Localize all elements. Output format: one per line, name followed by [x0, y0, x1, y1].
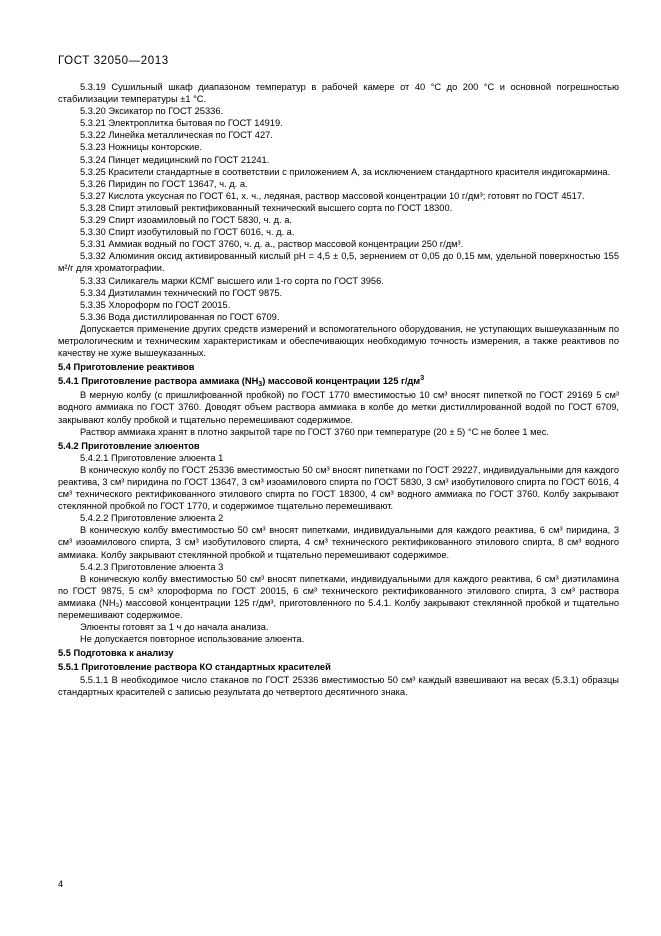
paragraph-p-5-3-30: 5.3.30 Спирт изобутиловый по ГОСТ 6016, ч. д. а. [80, 227, 295, 238]
paragraph-p-5-4-2-1: 5.4.2.1 Приготовление элюента 1 [80, 452, 224, 463]
paragraph-h-5-4-2: 5.4.2 Приготовление элюентов [58, 440, 200, 451]
paragraph-p-5-3-27: 5.3.27 Кислота уксусная по ГОСТ 61, х. ч., ледяная, раствор массовой концентрации 10 г/дм³; готовят по ГОСТ 4517. [80, 190, 585, 201]
page-number: 4 [58, 879, 64, 889]
document-body [58, 81, 619, 698]
paragraph-p-5-3-31: 5.3.31 Аммиак водный по ГОСТ 3760, ч. д. а., раствор массовой концентрации 250 г/дм³. [80, 239, 464, 250]
document-standard-number: ГОСТ 32050—2013 [58, 55, 169, 67]
paragraph-p-5-4-2-3-body: В коническую колбу вместимостью 50 см³ вносят пипетками, индивидуальными для каждого реактива, 6 см³ диэтиламина по ГОСТ 9875, 5 см³ хлороформа по ГОСТ 20015, 6 см³ технического ректификованного этилового спирта, 3 см³ раствора аммиака (NH₃) массовой концентрации 125 г/дм³, приготовленного по 5.4.1. Колбу закрывают стеклянной пробкой и тщательно перемешивают содержимое. [58, 573, 619, 621]
paragraph-h-5-5-1: 5.5.1 Приготовление раствора КО стандартных красителей [58, 662, 331, 673]
paragraph-p-note-1: Допускается применение других средств измерений и вспомогательного оборудования, не уступающих вышеуказанным по метрологическим и техническим характеристикам и обеспечивающих необходимую точность измерения, а также реактивов по качеству не хуже вышеуказанных. [58, 323, 619, 359]
paragraph-p-5-4-2-3: 5.4.2.3 Приготовление элюента 3 [80, 561, 224, 572]
paragraph-h-5-5: 5.5 Подготовка к анализу [58, 648, 174, 659]
paragraph-p-5-5-1-1: 5.5.1.1 В необходимое число стаканов по ГОСТ 25336 вместимостью 50 см³ каждый взвешивают на весах (5.3.1) образцы стандартных красителей с записью результата до четвертого десятичного знака. [58, 674, 619, 697]
paragraph-p-5-4-2-1-body: В коническую колбу по ГОСТ 25336 вместимостью 50 см³ вносят пипетками по ГОСТ 29227, индивидуальными для каждого реактива, 3 см³ пиридина по ГОСТ 13647, 3 см³ изоамилового спирта по ГОСТ 5830, 3 см³ изобутилового спирта по ГОСТ 6016, 4 см³ технического ректификованного этилового спирта по ГОСТ 18300, 4 см³ водного аммиака по ГОСТ 3760. Колбу закрывают стеклянной пробкой по ГОСТ 1770, и содержимое тщательно перемешивают. [58, 464, 619, 512]
paragraph-h-5-4: 5.4 Приготовление реактивов [58, 362, 195, 373]
paragraph-p-5-3-25: 5.3.25 Красители стандартные в соответствии с приложением А, за исключением стандартного красителя индигокармина. [80, 166, 611, 177]
paragraph-p-5-3-33: 5.3.33 Силикагель марки КСМГ высшего или 1-го сорта по ГОСТ 3956. [80, 275, 384, 286]
paragraph-p-5-3-22: 5.3.22 Линейка металлическая по ГОСТ 427. [80, 130, 273, 141]
paragraph-p-5-3-34: 5.3.34 Диэтиламин технический по ГОСТ 9875. [80, 287, 283, 298]
paragraph-p-5-3-36: 5.3.36 Вода дистиллированная по ГОСТ 6709. [80, 311, 280, 322]
paragraph-p-5-3-19: 5.3.19 Сушильный шкаф диапазоном температур в рабочей камере от 40 °С до 200 °С и основной погрешностью стабилизации температуры ±1 °С. [58, 82, 619, 105]
paragraph-h-5-4-1: 5.4.1 Приготовление раствора аммиака $(NH_3)$ массовой концентрации 125 $г/дм^3$ [58, 375, 425, 389]
paragraph-p-5-4-1-a: В мерную колбу (с пришлифованной пробкой) по ГОСТ 1770 вместимостью 10 см³ вносят пипеткой по ГОСТ 29169 5 см³ водного аммиака по ГОСТ 3760. Доводят объем раствора аммиака в колбе до метки дистиллированной водой по ГОСТ 6709, закрывают колбу пробкой и тщательно перемешивают содержимое. [58, 390, 619, 425]
paragraph-p-note-2: Элюенты готовят за 1 ч до начала анализа. [80, 622, 269, 633]
paragraph-p-5-3-26: 5.3.26 Пиридин по ГОСТ 13647, ч. д. а. [80, 178, 248, 189]
paragraph-p-5-3-29: 5.3.29 Спирт изоамиловый по ГОСТ 5830, ч. д. а. [80, 215, 292, 226]
paragraph-p-5-3-35: 5.3.35 Хлороформ по ГОСТ 20015. [80, 299, 231, 310]
paragraph-p-5-4-2-2-body: В коническую колбу вместимостью 50 см³ вносят пипетками, индивидуальными для каждого реактива, 6 см³ пиридина, 3 см³ изоамилового спирта, 3 см³ изобутилового спирта, 4 см³ технического ректификованного этилового спирта, 8 см³ водного аммиака. Колбу закрывают стеклянной пробкой и тщательно перемешивают содержимое. [58, 525, 619, 560]
paragraph-p-5-4-1-b: Раствор аммиака хранят в плотно закрытой таре по ГОСТ 3760 при температуре (20 ± 5) °С не более 1 мес. [80, 426, 549, 437]
paragraph-p-5-3-28: 5.3.28 Спирт этиловый ректификованный технический высшего сорта по ГОСТ 18300. [80, 202, 453, 213]
paragraph-p-note-3: Не допускается повторное использование элюента. [80, 634, 305, 645]
paragraph-p-5-3-32: 5.3.32 Алюминия оксид активированный кислый pH = 4,5 ± 0,5, зернением от 0,05 до 0,15 мм, удельной поверхностью 155 м²/г для хроматографии. [58, 251, 619, 274]
paragraph-p-5-3-20: 5.3.20 Эксикатор по ГОСТ 25336. [80, 106, 224, 117]
paragraph-p-5-3-21: 5.3.21 Электроплитка бытовая по ГОСТ 14919. [80, 118, 283, 129]
paragraph-p-5-4-2-2: 5.4.2.2 Приготовление элюента 2 [80, 513, 224, 524]
paragraph-p-5-3-23: 5.3.23 Ножницы конторские. [80, 142, 202, 153]
paragraph-p-5-3-24: 5.3.24 Пинцет медицинский по ГОСТ 21241. [80, 154, 270, 165]
